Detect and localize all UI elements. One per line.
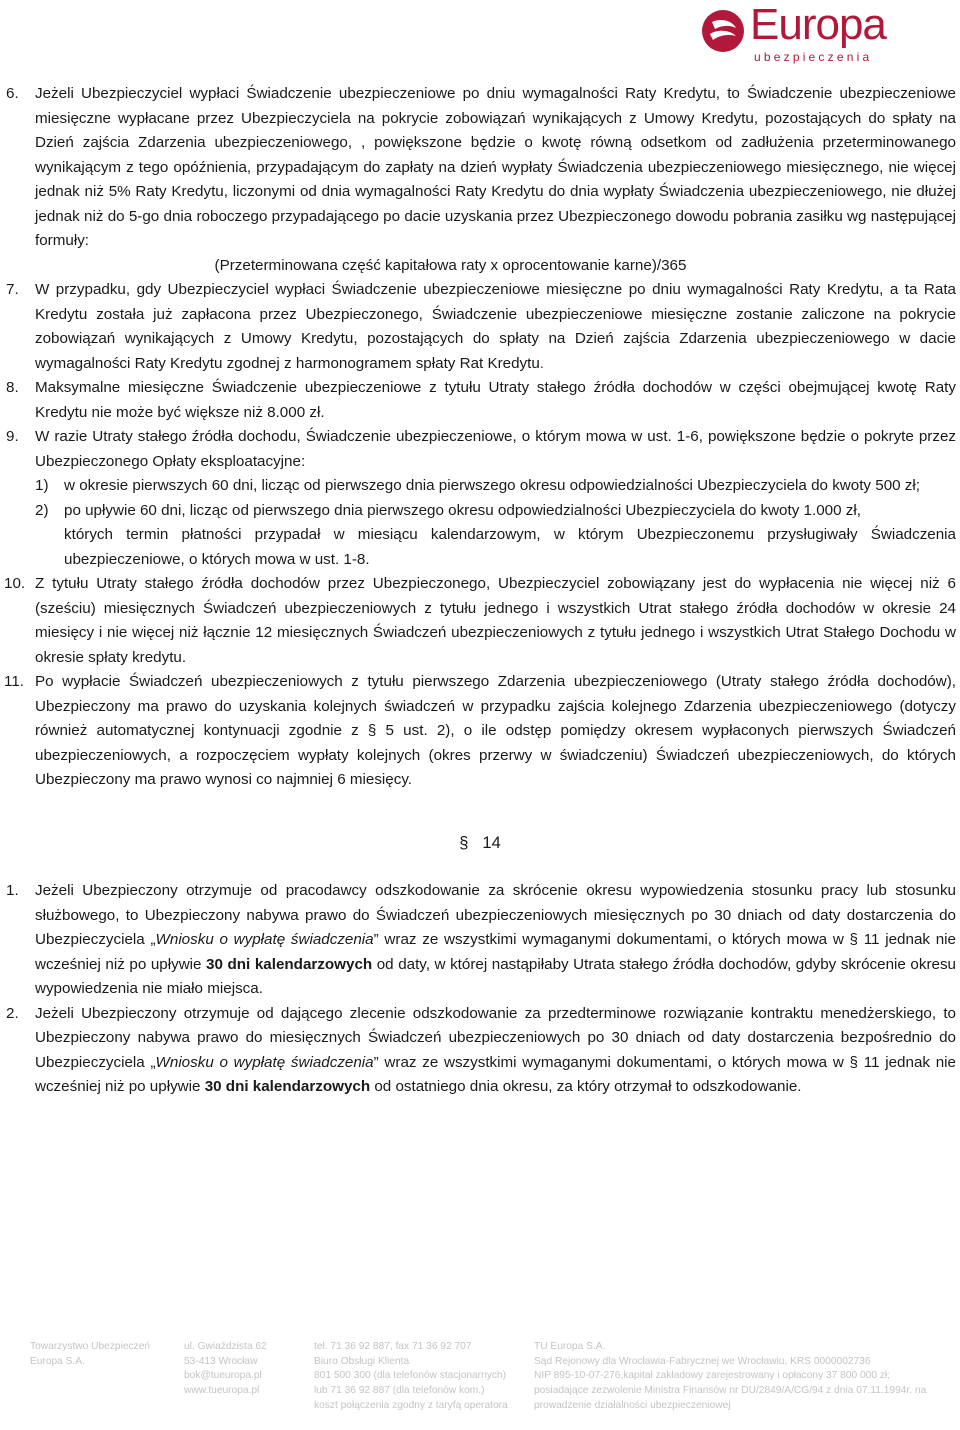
logo-mark-icon [700,8,746,54]
sub-item-tail: których termin płatności przypadał w miesiącu kalendarzowym, w którym Ubezpieczonemu przysługiwały Świadczenia ubezpieczeniowe, o których mowa w ust. 1-8. [64,526,956,568]
paragraph-9 [0,425,960,572]
footer-line: prowadzenie działalności ubezpieczeniowej [534,1399,731,1411]
paragraph-text: od ostatniego dnia okresu, za który otrzymał to odszkodowanie. [370,1078,802,1095]
section-paragraph-2 [0,1002,960,1100]
paragraph-text: Maksymalne miesięczne Świadczenie ubezpieczeniowe z tytułu Utraty stałego źródła dochodów w części obejmującej kwotę Raty Kredytu nie może być większe niż 8.000 zł. [35,379,956,421]
paragraph-8 [0,376,960,425]
page-footer [0,1340,960,1430]
paragraph-10 [0,572,960,670]
footer-line: Europa S.A. [30,1355,85,1367]
paragraph-number: 9. [6,428,19,445]
sub-item-number: 2) [35,501,49,519]
paragraph-text: Jeżeli Ubezpieczyciel wypłaci Świadczenie ubezpieczeniowe po dniu wymagalności Raty Kredytu, to Świadczenie ubezpieczeniowe miesięczne wypłacane przez Ubezpieczyciela na pokrycie zobowiązań wynikających z Umowy Kredytu, pozostających do spłaty na Dzień zajścia Zdarzenia ubezpieczeniowego, , powiększone będzie o kwotę równą odsetkom od zadłużenia przeterminowanego wynikającym z tego opóźnienia, przypadającym do zapłaty na dzień wypłaty Świadczenia ubezpieczeniowego miesięcznego, nie więcej jednak niż 5% Raty Kredytu, liczonymi od dnia wymagalności Raty Kredytu do dnia wypłaty Świadczenia ubezpieczeniowego, nie dłużej jednak niż do 5-go dnia roboczego przypadającego po dacie uzyskania przez Ubezpieczonego dowodu pobrania zasiłku wg następującej formuły: [35,85,956,249]
paragraph-text: Jeżeli Ubezpieczony otrzymuje od dającego zlecenie odszkodowanie za przedterminowe rozwiązanie kontraktu menedżerskiego, to Ubezpieczony nabywa prawo do miesięcznych Świadczeń ubezpieczeniowych po 30 dniach od daty dostarczenia bezpośrednio do Ubezpieczyciela „ [35,1004,956,1071]
paragraph-number: 1. [6,882,19,899]
document-body [0,82,960,1100]
sub-item-number: 1) [35,477,49,494]
footer-email[interactable]: bok@tueuropa.pl [184,1370,262,1382]
formula: (Przeterminowana część kapitałowa raty x oprocentowanie karne)/365 [214,256,687,274]
section-sign: § [459,833,469,852]
sub-item-text: w okresie pierwszych 60 dni, licząc od pierwszego dnia pierwszego okresu odpowiedzialności Ubezpieczyciela do kwoty 500 zł; [64,477,920,494]
paragraph-number: 2. [6,1004,19,1022]
paragraph-7 [0,278,960,376]
sub-item [35,474,956,499]
paragraph-text: W razie Utraty stałego źródła dochodu, Świadczenie ubezpieczeniowe, o którym mowa w ust. 1-6, powiększone będzie o pokryte przez Ubezpieczonego Opłaty eksploatacyjne: [35,428,956,470]
footer-contact [314,1340,508,1414]
footer-line: Sąd Rejonowy dla Wrocławia-Fabrycznej we Wrocławiu, KRS 0000002736 [534,1355,871,1367]
paragraph-number: 6. [6,85,19,102]
section-paragraph-1 [0,879,960,1002]
footer-line: posiadające zezwolenie Ministra Finansów nr DU/2849/A/CG/94 z dnia 07.11.1994r. na [534,1385,927,1397]
footer-line: 53-413 Wrocław [184,1355,258,1367]
paragraph-11 [0,670,960,793]
footer-legal [534,1340,926,1414]
footer-line: Towarzystwo Ubezpieczeń [30,1341,151,1352]
footer-line: koszt połączenia zgodny z taryfą operatora [314,1399,508,1411]
footer-line: lub 71 36 92 887 (dla telefonów kom.) [314,1385,485,1397]
paragraph-number: 11. [4,673,24,690]
form-name: Wniosku o wypłatę świadczenia [155,1053,374,1071]
paragraph-text: W przypadku, gdy Ubezpieczyciel wypłaci Świadczenie ubezpieczeniowe miesięczne po dniu wymagalności Raty Kredytu, a ta Rata Kredytu została już zapłacona przez Ubezpieczonego, Świadczenie ubezpieczeniowe miesięczne zostanie zaliczone na pokrycie zobowiązań wynikających z Umowy Kredytu, pozostających do spłaty na Dzień zajścia Zdarzenia ubezpieczeniowego w dacie wymagalności Raty Kredytu zgodnej z harmonogramem spłaty Rat Kredytu [35,281,956,372]
paragraph-number: 7. [6,281,19,298]
footer-line: ul. Gwiaździsta 62 [184,1341,267,1352]
red-period: . [539,354,545,372]
paragraph-text: Po wypłacie Świadczeń ubezpieczeniowych z tytułu pierwszego Zdarzenia ubezpieczeniowego (Utraty stałego źródła dochodów), Ubezpieczony ma prawo do uzyskania kolejnych świadczeń w przypadku zajścia kolejnego Zdarzenia ubezpieczeniowego (dotyczy również automatycznej kontynuacji zgodnie z § 5 ust. 2), o ile odstęp pomiędzy okresem wypłaconych pierwszych Świadczeń ubezpieczeniowych, a rozpoczęciem wypłaty kolejnych (okres przerwy w świadczeniu) Świadczeń ubezpieczeniowych, do których Ubezpieczony ma prawo wynosi co najmniej 6 miesięcy. [35,673,956,788]
paragraph-number: 10. [4,575,26,592]
footer-website[interactable]: www.tueuropa.pl [184,1385,260,1397]
paragraph-text: Jeżeli Ubezpieczony otrzymuje od pracodawcy odszkodowanie za skrócenie okresu wypowiedzenia stosunku pracy lub stosunku służbowego, to Ubezpieczony nabywa prawo do Świadczeń ubezpieczeniowych miesięcznych po 30 dniach od daty dostarczenia do Ubezpieczyciela „ [35,882,956,948]
section-heading [0,831,960,856]
paragraph-text: ” wraz ze wszystkimi wymaganymi dokumentami, o których mowa w § 11 jednak nie wcześniej niż po upływie [35,931,956,973]
footer-line: 801 500 300 (dla telefonów stacjonarnych) [314,1370,506,1382]
form-name: Wniosku o wypłatę świadczenia [155,931,374,948]
europa-logo [700,0,955,66]
footer-company [30,1340,150,1369]
footer-line: TU Europa S.A. [534,1341,606,1352]
footer-line: NIP 895-10-07-276,kapitał zakładowy zarejestrowany i opłacony 37 800 000 zł; [534,1370,891,1382]
footer-line: tel. 71 36 92 887, fax 71 36 92 707 [314,1341,472,1352]
paragraph-text: Z tytułu Utraty stałego źródła dochodów przez Ubezpieczonego, Ubezpieczyciel zobowiązany jest do wypłacenia nie więcej niż 6 (sześciu) miesięcznych Świadczeń ubezpieczeniowych z tytułu jednego i wszystkich Utrat stałego źródła dochodów w okresie 24 miesięcy i nie więcej niż łącznie 12 miesięcznych Świadczeń ubezpieczeniowych z tytułu jednego i wszystkich Utrat Stałego Dochodu w okresie spłaty kredytu. [35,575,956,666]
paragraph-text: od daty, w której nastąpiłaby Utrata stałego źródła dochodów, gdyby skrócenie okresu wypowiedzenia nie miało miejsca. [35,955,956,997]
bold-period: 30 dni kalendarzowych [204,1078,371,1095]
logo-wordmark: Europa [750,0,886,49]
sub-item-text: po upływie 60 dni, licząc od pierwszego dnia pierwszego okresu odpowiedzialności Ubezpieczyciela do kwoty 1.000 zł, [64,501,861,519]
paragraph-number: 8. [6,379,19,396]
bold-period: 30 dni kalendarzowych [206,955,373,973]
sub-item [35,499,956,524]
footer-line: Biuro Obsługi Klienta [314,1355,410,1367]
footer-address [184,1340,267,1399]
logo-tagline: ubezpieczenia [754,50,873,64]
paragraph-text: ” wraz ze wszystkimi wymaganymi dokumentami, o których mowa w § 11 jednak nie wcześniej niż po upływie [35,1053,956,1095]
section-number: 14 [482,833,501,852]
paragraph-6 [0,82,960,278]
